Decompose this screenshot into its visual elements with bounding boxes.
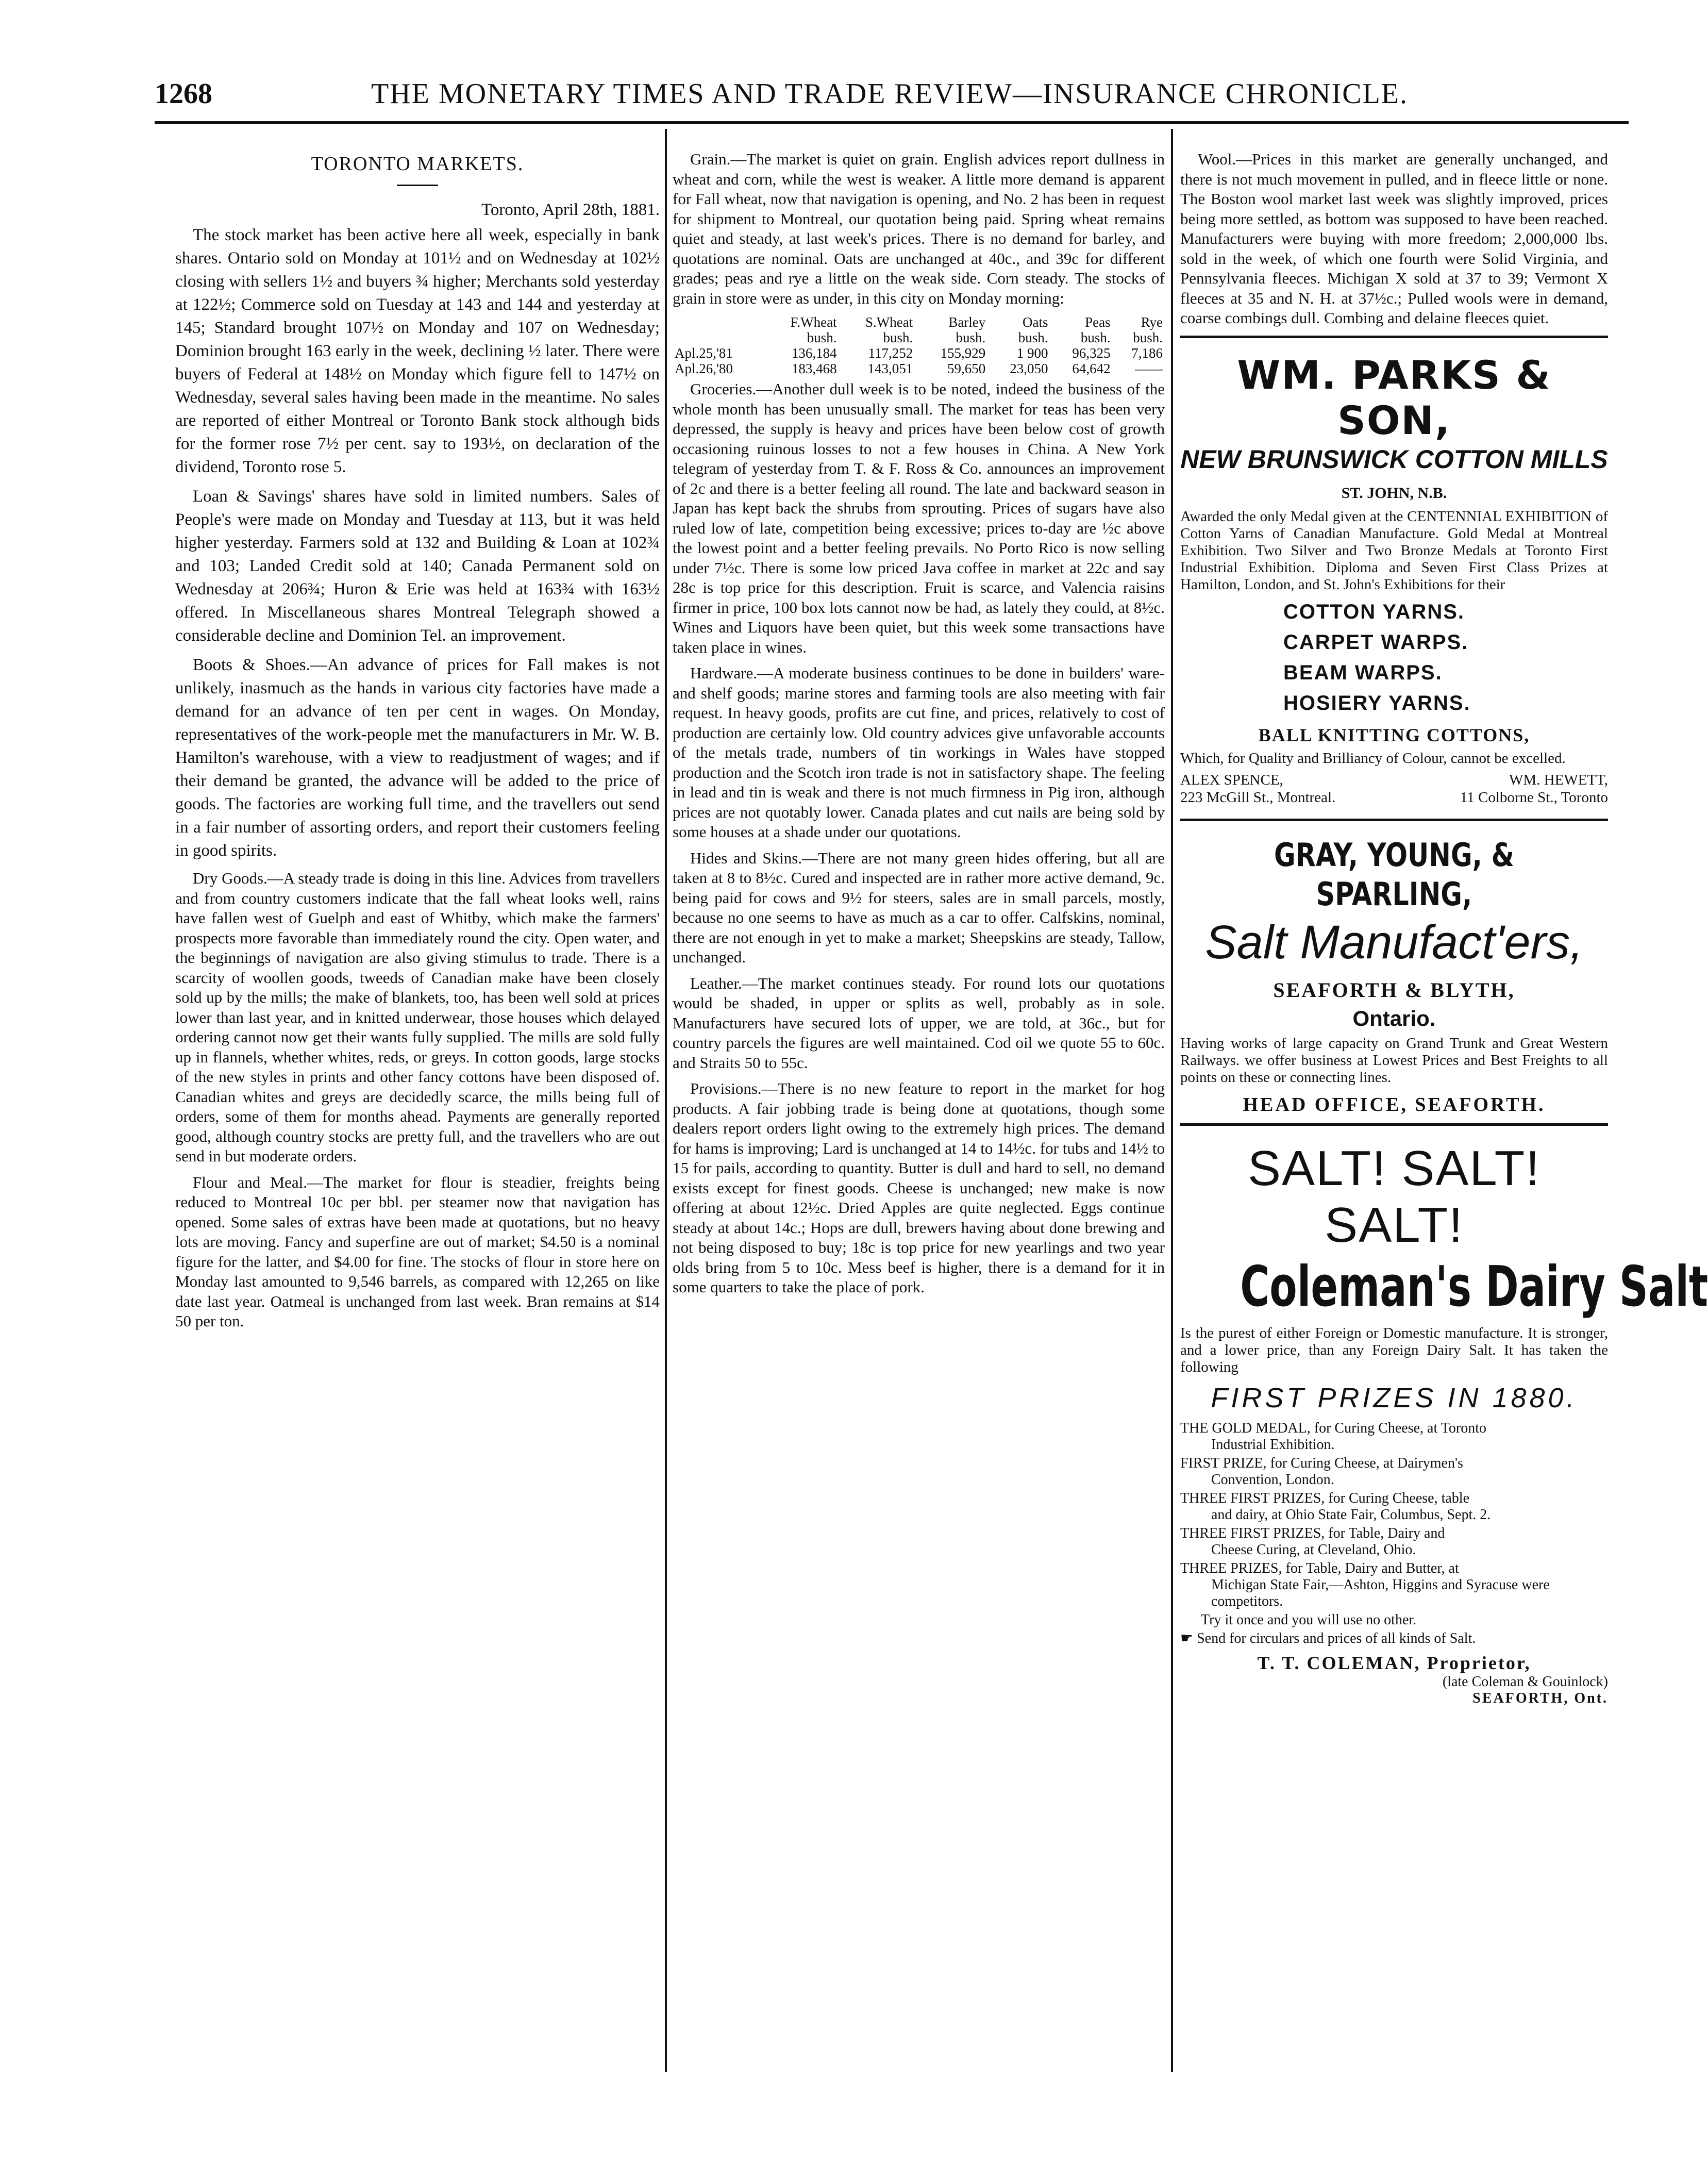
prize-line: THREE PRIZES, for Table, Dairy and Butter, at	[1180, 1560, 1459, 1576]
table-row	[673, 361, 1165, 376]
ad-product: CARPET WARPS.	[1283, 630, 1469, 654]
table-header-cell: F.Wheat	[790, 314, 837, 330]
advertisement-coleman	[1180, 1123, 1708, 1707]
prize-detail: and dairy, at Ohio State Fair, Columbus, Sept. 2.	[1211, 1506, 1491, 1523]
prize-detail: Convention, London.	[1211, 1471, 1334, 1488]
article-paragraph: Loan & Savings' shares have sold in limited numbers. Sales of People's were made on Monday and Tuesday at 113, but it was held higher yesterday. Farmers sold at 132 and Building & Loan at 102¾ and 103; Landed Credit sold at 140; Canada Permanent sold on Wednesday at 206¾; Huron & Erie was held at 163¾ with 163½ offered. In Miscellaneous shares Montreal Telegraph showed a considerable decline and Dominion Tel. an improvement.	[175, 487, 660, 645]
ad-proprietor-note: (late Coleman & Gouinlock)	[1442, 1673, 1608, 1690]
table-header-cell: Barley	[948, 314, 986, 330]
table-header-row	[673, 314, 1165, 330]
table-cell: 117,252	[868, 345, 913, 361]
ad-text: Is the purest of either Foreign or Domestic manufacture. It is stronger, and a lower price, than any Foreign Dairy Salt. It has taken the following	[1180, 1324, 1608, 1375]
table-cell: bush.	[1133, 330, 1163, 345]
prize-line: THREE FIRST PRIZES, for Curing Cheese, table	[1180, 1490, 1469, 1506]
ad-product: COTTON YARNS.	[1283, 600, 1465, 623]
article-paragraph: Flour and Meal.—The market for flour is steadier, freights being reduced to Montreal 10c per bbl. per steamer now that navigation has opened. Some sales of extras have been made at quotations, but no heavy lots are moving. Fancy and superfine are out of market; $4.50 is a nominal figure for the latter, and $4.00 for fine. The stocks of flour in store here on Monday last amounted to 9,546 barrels, as compared with 12,265 on like date last year. Oatmeal is unchanged from last week. Bran remains at $14 50 per ton.	[175, 1173, 660, 1330]
table-cell: bush.	[956, 330, 986, 345]
prize-item	[1180, 1525, 1608, 1558]
ad-proprietor: T. T. COLEMAN, Proprietor,	[1257, 1652, 1531, 1673]
table-unit-row	[673, 330, 1165, 345]
ad-province: Ontario.	[1352, 1006, 1436, 1030]
table-cell: Apl.26,'80	[675, 361, 733, 376]
header-rule	[155, 121, 1629, 124]
agent-address: 11 Colborne St., Toronto	[1460, 789, 1608, 806]
ad-title: Coleman's Dairy Salt	[1240, 1254, 1708, 1319]
ad-text: Having works of large capacity on Grand Trunk and Great Western Railways. we offer business at Lowest Prices and Best Freights to all points on these or connecting lines.	[1180, 1035, 1608, 1086]
ad-agent-addresses	[1180, 789, 1608, 806]
prize-item	[1180, 1490, 1608, 1523]
table-header-cell: Oats	[1022, 314, 1048, 330]
grain-stock-table	[673, 314, 1165, 376]
dateline: Toronto, April 28th, 1881.	[481, 201, 660, 219]
prize-line: THREE FIRST PRIZES, for Table, Dairy and	[1180, 1525, 1445, 1541]
advertisement-gray-young-sparling	[1180, 819, 1608, 1116]
table-cell: 143,051	[867, 361, 913, 376]
column-divider	[665, 129, 667, 2072]
page-number: 1268	[155, 78, 212, 110]
ad-text: Which, for Quality and Brilliancy of Colour, cannot be excelled.	[1180, 750, 1566, 767]
publication-title: THE MONETARY TIMES AND TRADE REVIEW—INSURANCE CHRONICLE.	[371, 78, 1409, 110]
ad-send: Send for circulars and prices of all kinds of Salt.	[1197, 1630, 1476, 1646]
table-cell: 155,929	[940, 345, 986, 361]
table-cell: Apl.25,'81	[675, 345, 733, 361]
article-paragraph: Wool.—Prices in this market are generally unchanged, and there is not much movement in pulled, and in fleece little or none. The Boston wool market last week was slightly improved, prices being more settled, as bottom was supposed to have been reached. Manufacturers were buying with more freedom; 2,000,000 lbs. sold in the week, of which one fourth were Solid Virginia, and Pennsylvania fleeces. Michigan X sold at 37 to 39; Vermont X fleeces at 35 and N. H. at 37½c.; Pulled wools were in demand, coarse combings dull. Combing and delaine fleeces quiet.	[1180, 150, 1608, 327]
prize-detail: Industrial Exhibition.	[1211, 1436, 1335, 1453]
ad-headline: SALT! SALT! SALT!	[1248, 1140, 1540, 1253]
section-heading: TORONTO MARKETS.	[311, 153, 524, 175]
table-header-cell: Rye	[1141, 314, 1163, 330]
article-paragraph: Grain.—The market is quiet on grain. English advices report dullness in wheat and corn, while the west is weaker. A little more demand is apparent for Fall wheat, now that navigation is opening, and No. 2 has been in request for shipment to Montreal, our quotation being paid. Spring wheat remains quiet and steady, at last week's prices. There is no demand for barley, and quotations are nominal. Oats are unchanged at 40c., and 39c for different grades; peas and rye a little on the weak side. Corn steady. The stocks of grain in store were as under, in this city on Monday morning:	[673, 150, 1165, 307]
table-cell: 7,186	[1131, 345, 1163, 361]
table-cell: 59,650	[947, 361, 986, 376]
article-paragraph: Dry Goods.—A steady trade is doing in this line. Advices from travellers and from country customers indicate that the fall wheat looks well, rains have fallen west of Guelph and east of Whitby, which make the farmers' prospects more favorable than immediately round the city. Open water, and the beginnings of navigation are also giving stimulus to trade. There is a scarcity of woollen goods, tweeds of Canadian make have been closely sold up by the mills; the make of blankets, too, has been well sold at prices lower than last year, and in knitted underwear, those houses which delayed ordering cannot now get their wants fully supplied. The mills are sold fully up in flannels, whether whites, reds, or greys. In cotton goods, large stocks of the new styles in prints and other fancy cottons have been disposed of. Canadian whites and greys are decidedly scarce, the mills being full of orders, some of them for months ahead. Payments are generally reported good, although country stocks are pretty full, and the travellers who are out send in but moderate orders.	[175, 869, 660, 1165]
table-cell: bush.	[807, 330, 837, 345]
article-paragraph: Hardware.—A moderate business continues to be done in builders' ware- and shelf goods; marine stores and farming tools are also meeting with fair request. In heavy goods, profits are cut fine, and prices, relatively to cost of production are certainly low. Old country advices give unfavorable accounts of the metals trade, numbers of tin workings in Wales have stopped production and the Scotch iron trade is not in satisfactory shape. The feeling in lead and tin is weak and there is not much firmness in Pig iron, although prices are not quotably lower. Canada plates and cut nails are being sold by some houses at a shade under our quotations.	[673, 664, 1165, 841]
table-cell: 136,184	[791, 345, 837, 361]
prize-detail: Cheese Curing, at Cleveland, Ohio.	[1211, 1541, 1416, 1558]
column-divider	[1171, 129, 1173, 2072]
prize-item	[1180, 1455, 1608, 1488]
agent-name: WM. HEWETT,	[1509, 771, 1608, 788]
prize-detail: Michigan State Fair,—Ashton, Higgins and Syracuse were competitors.	[1211, 1576, 1550, 1609]
table-cell: 23,050	[1010, 361, 1048, 376]
column-toronto-markets	[175, 149, 660, 2150]
pointing-hand-icon: ☛	[1180, 1630, 1197, 1646]
table-cell: 96,325	[1072, 345, 1111, 361]
table-cell: 1 900	[1016, 345, 1048, 361]
table-cell: ——	[1135, 361, 1163, 376]
ad-product: BEAM WARPS.	[1283, 661, 1443, 684]
article-paragraph: Groceries.—Another dull week is to be noted, indeed the business of the whole month has been unusually small. The market for teas has been very depressed, the supply is heavy and prices have been below cost of growth occasioning ruinous losses to not a few houses in China. A New York telegram of yesterday from T. & F. Ross & Co. announces an improvement of 2c and there is a better feeling all round. The late and backward season in Japan has kept back the shrubs from sprouting. Prices of sugars have also ruled low of late, competition being excessive; prices to-day are ½c above the lowest point and a better feeling prevails. No Porto Rico is now selling under 7½c. There is some low priced Java coffee in market at 22c and say 28c is top price for this description. Fruit is scarce, and Valencia raisins firmer in price, 100 box lots cannot now be had, as lately they could, at 8½c. Wines and Liquors have been quiet, but this week some transactions have taken place in wines.	[673, 380, 1165, 656]
table-header-cell: S.Wheat	[865, 314, 913, 330]
prize-item	[1180, 1560, 1608, 1610]
ad-city: SEAFORTH, Ont.	[1472, 1690, 1608, 1706]
table-row	[673, 345, 1165, 361]
ad-city: ST. JOHN, N.B.	[1341, 484, 1447, 502]
ad-text	[1180, 1630, 1608, 1647]
advertisement-parks	[1180, 336, 1608, 806]
article-paragraph: Boots & Shoes.—An advance of prices for Fall makes is not unlikely, inasmuch as the hands in various city factories have made a demand for an advance of ten per cent in wages. On Monday, representatives of the work-people met the manufacturers in Mr. W. B. Hamilton's warehouse, with a view to readjustment of wages; and if their demand be granted, the advance will be added to the price of goods. The factories are working full time, and the travellers out send in a fair number of assorting orders, and report their customers feeling in good spirits.	[175, 656, 660, 860]
ad-title: GRAY, YOUNG, & SPARLING,	[1274, 836, 1514, 913]
article-paragraph: The stock market has been active here all week, especially in bank shares. Ontario sold on Monday at 101½ and on Wednesday at 102½ closing with sellers 1½ and buyers ¾ higher; Merchants sold yesterday at 122½; Commerce sold on Tuesday at 143 and 144 and yesterday at 145; Standard brought 107½ on Monday and 107 on Wednesday; Dominion brought 163 early in the week, declining ½ later. There were buyers of Federal at 148½ on Monday which figure fell to 147½ on Wednesday, several sales having been made in the meantime. No sales are reported of either Montreal or Toronto Bank stock although bids for the former rose 7½ per cent. say to 193½, on declaration of the dividend, Toronto rose 5.	[175, 226, 660, 476]
divider	[397, 185, 438, 186]
table-cell: bush.	[1080, 330, 1111, 345]
ad-agents	[1180, 771, 1608, 789]
ad-text: Try it once and you will use no other.	[1201, 1611, 1417, 1628]
table-cell	[673, 330, 764, 345]
table-header-cell	[673, 314, 764, 330]
ad-product: HOSIERY YARNS.	[1283, 691, 1471, 714]
article-paragraph: Hides and Skins.—There are not many green hides offering, but all are taken at 8 to 8½c. Cured and inspected are in rather more active demand, 9c. being paid for cows and 9½ for steers, sales are in small parcels, mostly, because no one seems to have as much as a car to offer. Calfskins, nominal, there are not enough in yet to make a market; Sheepskins are steady, Tallow, unchanged.	[673, 848, 1165, 966]
table-cell: bush.	[883, 330, 913, 345]
ad-subtitle: FIRST PRIZES IN 1880.	[1211, 1382, 1578, 1413]
column-market-reports	[673, 149, 1165, 2150]
table-header-cell: Peas	[1085, 314, 1111, 330]
table-cell: 183,468	[791, 361, 837, 376]
page-header	[155, 77, 1629, 119]
ad-product: BALL KNITTING COTTONS,	[1258, 724, 1530, 745]
table-cell: 64,642	[1072, 361, 1111, 376]
ad-title: WM. PARKS & SON,	[1237, 352, 1551, 443]
prize-line: FIRST PRIZE, for Curing Cheese, at Dairymen's	[1180, 1455, 1463, 1471]
agent-address: 223 McGill St., Montreal.	[1180, 789, 1336, 806]
ad-subtitle: Salt Manufact'ers,	[1205, 916, 1583, 969]
column-wool-and-ads	[1180, 149, 1708, 2150]
ad-city: SEAFORTH & BLYTH,	[1273, 978, 1515, 1002]
article-paragraph: Leather.—The market continues steady. For round lots our quotations would be shaded, in upper or splits as well, probably as in sole. Manufacturers have secured lots of upper, we are told, at 36c., but for country parcels the figures are well maintained. Cod oil we quote 55 to 60c. and Straits 50 to 55c.	[673, 974, 1165, 1072]
article-paragraph: Provisions.—There is no new feature to report in the market for hog products. A fair jobbing trade is being done at quotations, though some dealers report orders light owing to the extremely high prices. The demand for hams is improving; Lard is unchanged at 14 to 14½c. for tubs and 14½ to 15 for pails, according to quantity. Butter is dull and hard to sell, no demand exists except for finest goods. Cheese is unchanged; new make is now offering at about 12½c. Dried Apples are quite neglected. Eggs continue steady at about 14c.; Hops are dull, brewers having about done brewing and not being disposed to buy; 18c is top price for new yearlings and two year olds bring from 5 to 10c. Mess beef is higher, there is a demand for it in some quarters to take the place of pork.	[673, 1079, 1165, 1296]
ad-office: HEAD OFFICE, SEAFORTH.	[1243, 1093, 1546, 1116]
agent-name: ALEX SPENCE,	[1180, 771, 1283, 788]
ad-text: Awarded the only Medal given at the CENTENNIAL EXHIBITION of Cotton Yarns of Canadian Manufacture. Gold Medal at Montreal Exhibition. Two Silver and Two Bronze Medals at Toronto First Industrial Exhibition. Diploma and Seven First Class Prizes at Hamilton, London, and St. John's Exhibitions for their	[1180, 508, 1608, 593]
table-cell: bush.	[1018, 330, 1048, 345]
prize-line: THE GOLD MEDAL, for Curing Cheese, at Toronto	[1180, 1420, 1486, 1436]
ad-subtitle: NEW BRUNSWICK COTTON MILLS	[1180, 444, 1608, 474]
prize-item	[1180, 1420, 1608, 1453]
